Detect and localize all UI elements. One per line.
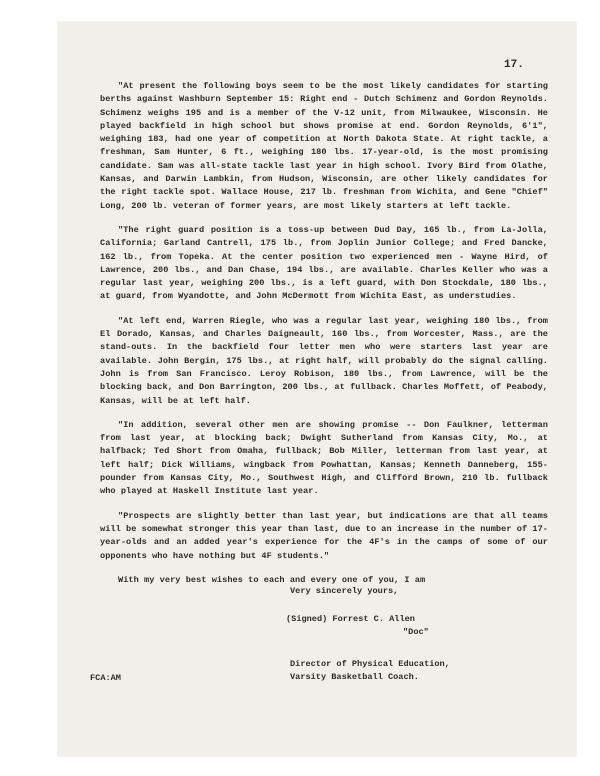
paragraph-candidates: "At present the following boys seem to be the most likely candidates for starting berths against Washburn September 15: Right end - Dutch Schimenz and Gordon Reynolds. Schimenz weighs 195 and is a member of the V-12 unit, from Milwaukee, Wisconsin. He played backfield in high school but shows promise at end. Gordon Reynolds, 6'1", weighing 183, had one year of competition at North Dakota State. At right tackle, a freshman, Sam Hunter, 6 ft., weighing 180 lbs. 17-year-old, is the most promising candidate. Sam was all-state tackle last year in high school. Ivory Bird from Olathe, Kansas, and Darwin Lambkin, from Hudson, Wisconsin, are other likely candidates for the right tackle spot. Wallace House, 217 lb. freshman from Wichita, and Gene "Chief" Long, 200 lb. veteran of former years, are most likely starters at left tackle. — [100, 81, 548, 211]
signature-nickname: "Doc" — [403, 627, 429, 637]
paragraph-guards: "The right guard position is a toss-up between Dud Day, 165 lb., from La-Jolla, California; Garland Cantrell, 175 lb., from Joplin Junior College; and Fred Dancke, 162 lb., from Topeka. At the center position two experienced men - Wayne Hird, of Lawrence, 200 lbs., and Dan Chase, 194 lbs., are available. Charles Keller who was a regular last year, weighing 200 lbs., is a left guard, with Don Stockdale, 180 lbs., at guard, from Wyandotte, and John McDermott from Wichita East, as understudies. — [100, 224, 548, 302]
signed-line: (Signed) Forrest C. Allen — [286, 614, 415, 624]
letter-body — [100, 80, 548, 587]
letter-page — [58, 22, 576, 756]
signer-title-2: Varsity Basketball Coach. — [290, 672, 419, 682]
paragraph-promise: "In addition, several other men are showing promise -- Don Faulkner, letterman from last year, at blocking back; Dwight Sutherland from Kansas City, Mo., at halfback; Ted Short from Omaha, fullback; Bob Miller, letterman from last year, at left half; Dick Williams, wingback from Powhattan, Kansas; Kenneth Danneberg, 155-pounder from Kansas City, Mo., Southwest High, and Clifford Brown, 210 lb. fullback who played at Haskell Institute last year. — [100, 419, 548, 497]
paragraph-backfield: "At left end, Warren Riegle, who was a regular last year, weighing 180 lbs., from El Dorado, Kansas, and Charles Daigneault, 160 lbs., from Worcester, Mass., are the stand-outs. In the backfield four letter men who were starters last year are available. John Bergin, 175 lbs., at right half, will probably do the signal calling. John is from San Francisco. Leroy Robison, 180 lbs., from Lawrence, will be the blocking back, and Don Barrington, 200 lbs., at fullback. Charles Moffett, of Peabody, Kansas, will be at left half. — [100, 315, 548, 406]
page-number: 17. — [504, 59, 524, 71]
typist-initials: FCA:AM — [90, 673, 121, 683]
signer-title-1: Director of Physical Education, — [290, 659, 450, 669]
paragraph-prospects: "Prospects are slightly better than last year, but indications are that all teams will be somewhat stronger this year than last, due to an increase in the number of 17-year-olds and an added year's experience for the 4F's in the camps of some of our opponents who have nothing but 4F students." — [100, 510, 548, 561]
closing-line: With my very best wishes to each and every one of you, I am — [118, 574, 426, 585]
salutation: Very sincerely yours, — [290, 586, 399, 596]
